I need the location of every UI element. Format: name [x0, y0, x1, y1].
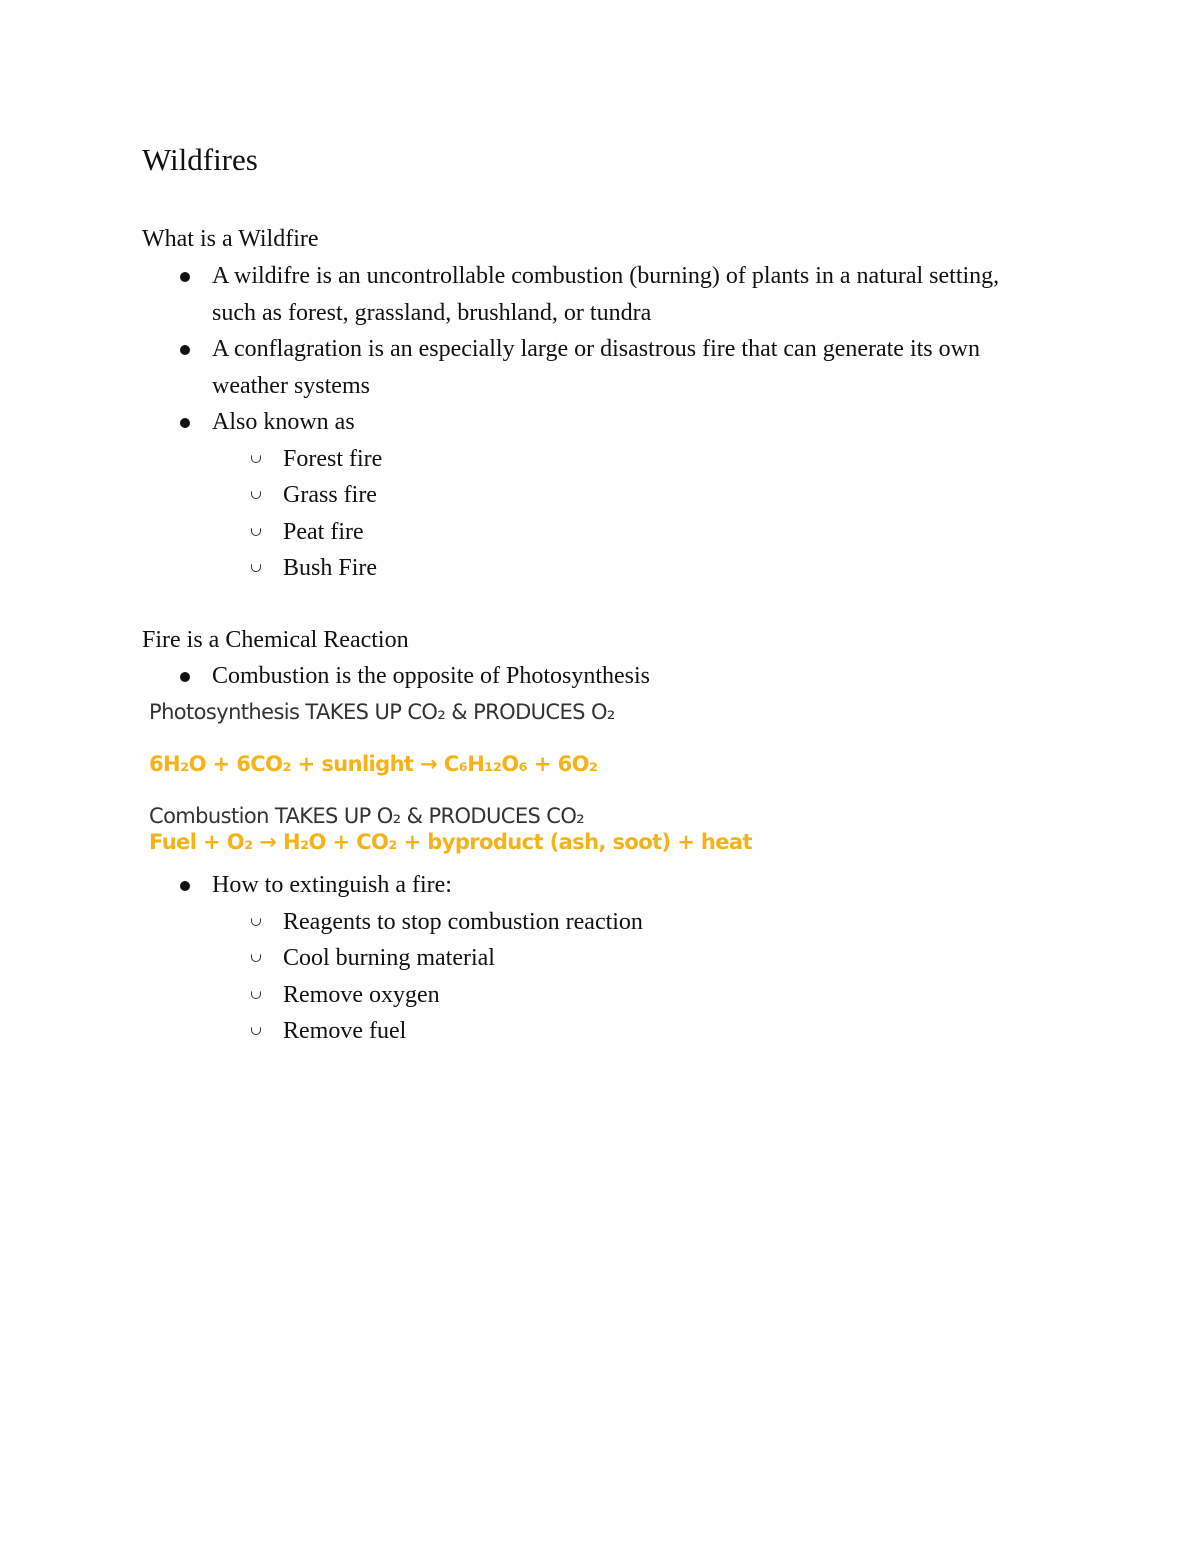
sub-list-item: Remove fuel	[142, 1013, 1043, 1050]
hollow-bullet-icon	[251, 455, 261, 463]
sub-list-item: Bush Fire	[142, 550, 1043, 587]
sub-list-item: Cool burning material	[142, 940, 1043, 977]
bullet-icon	[180, 272, 190, 282]
section-heading-chemical-reaction: Fire is a Chemical Reaction	[142, 627, 409, 653]
bullet-icon	[180, 345, 190, 355]
hollow-bullet-icon	[251, 528, 261, 536]
list-item: A conflagration is an especially large or disastrous fire that can generate its own weather systems	[142, 331, 1042, 404]
photosynthesis-equation: 6H₂O + 6CO₂ + sunlight → C₆H₁₂O₆ + 6O₂	[149, 752, 598, 776]
hollow-bullet-icon	[251, 991, 261, 999]
hollow-bullet-icon	[251, 564, 261, 572]
bullet-icon	[180, 672, 190, 682]
sub-list-item: Reagents to stop combustion reaction	[142, 904, 1043, 941]
hollow-bullet-icon	[251, 1027, 261, 1035]
bullet-icon	[180, 418, 190, 428]
bullet-icon	[180, 881, 190, 891]
list-item: Also known as	[142, 404, 1042, 441]
section-heading-what-is-wildfire: What is a Wildfire	[142, 226, 319, 252]
combustion-equation: Fuel + O₂ → H₂O + CO₂ + byproduct (ash, soot) + heat	[149, 830, 752, 854]
extinguish-list	[142, 867, 1043, 1050]
combustion-label: Combustion TAKES UP O₂ & PRODUCES CO₂	[149, 804, 585, 828]
sub-list-item: Forest fire	[142, 441, 1043, 478]
list-item: Combustion is the opposite of Photosynthesis	[142, 658, 1042, 695]
hollow-bullet-icon	[251, 491, 261, 499]
list-item: A wildifre is an uncontrollable combustion (burning) of plants in a natural setting, such as forest, grassland, brushland, or tundra	[142, 258, 1042, 331]
hollow-bullet-icon	[251, 918, 261, 926]
sub-list-item: Peat fire	[142, 514, 1043, 551]
wildfire-definition-list	[142, 258, 1043, 587]
photosynthesis-label: Photosynthesis TAKES UP CO₂ & PRODUCES O₂	[149, 700, 615, 724]
page-title: Wildfires	[142, 142, 258, 177]
sub-list-item: Grass fire	[142, 477, 1043, 514]
hollow-bullet-icon	[251, 954, 261, 962]
list-item: How to extinguish a fire:	[142, 867, 1042, 904]
sub-list-item: Remove oxygen	[142, 977, 1043, 1014]
chemical-reaction-list	[142, 658, 1042, 695]
